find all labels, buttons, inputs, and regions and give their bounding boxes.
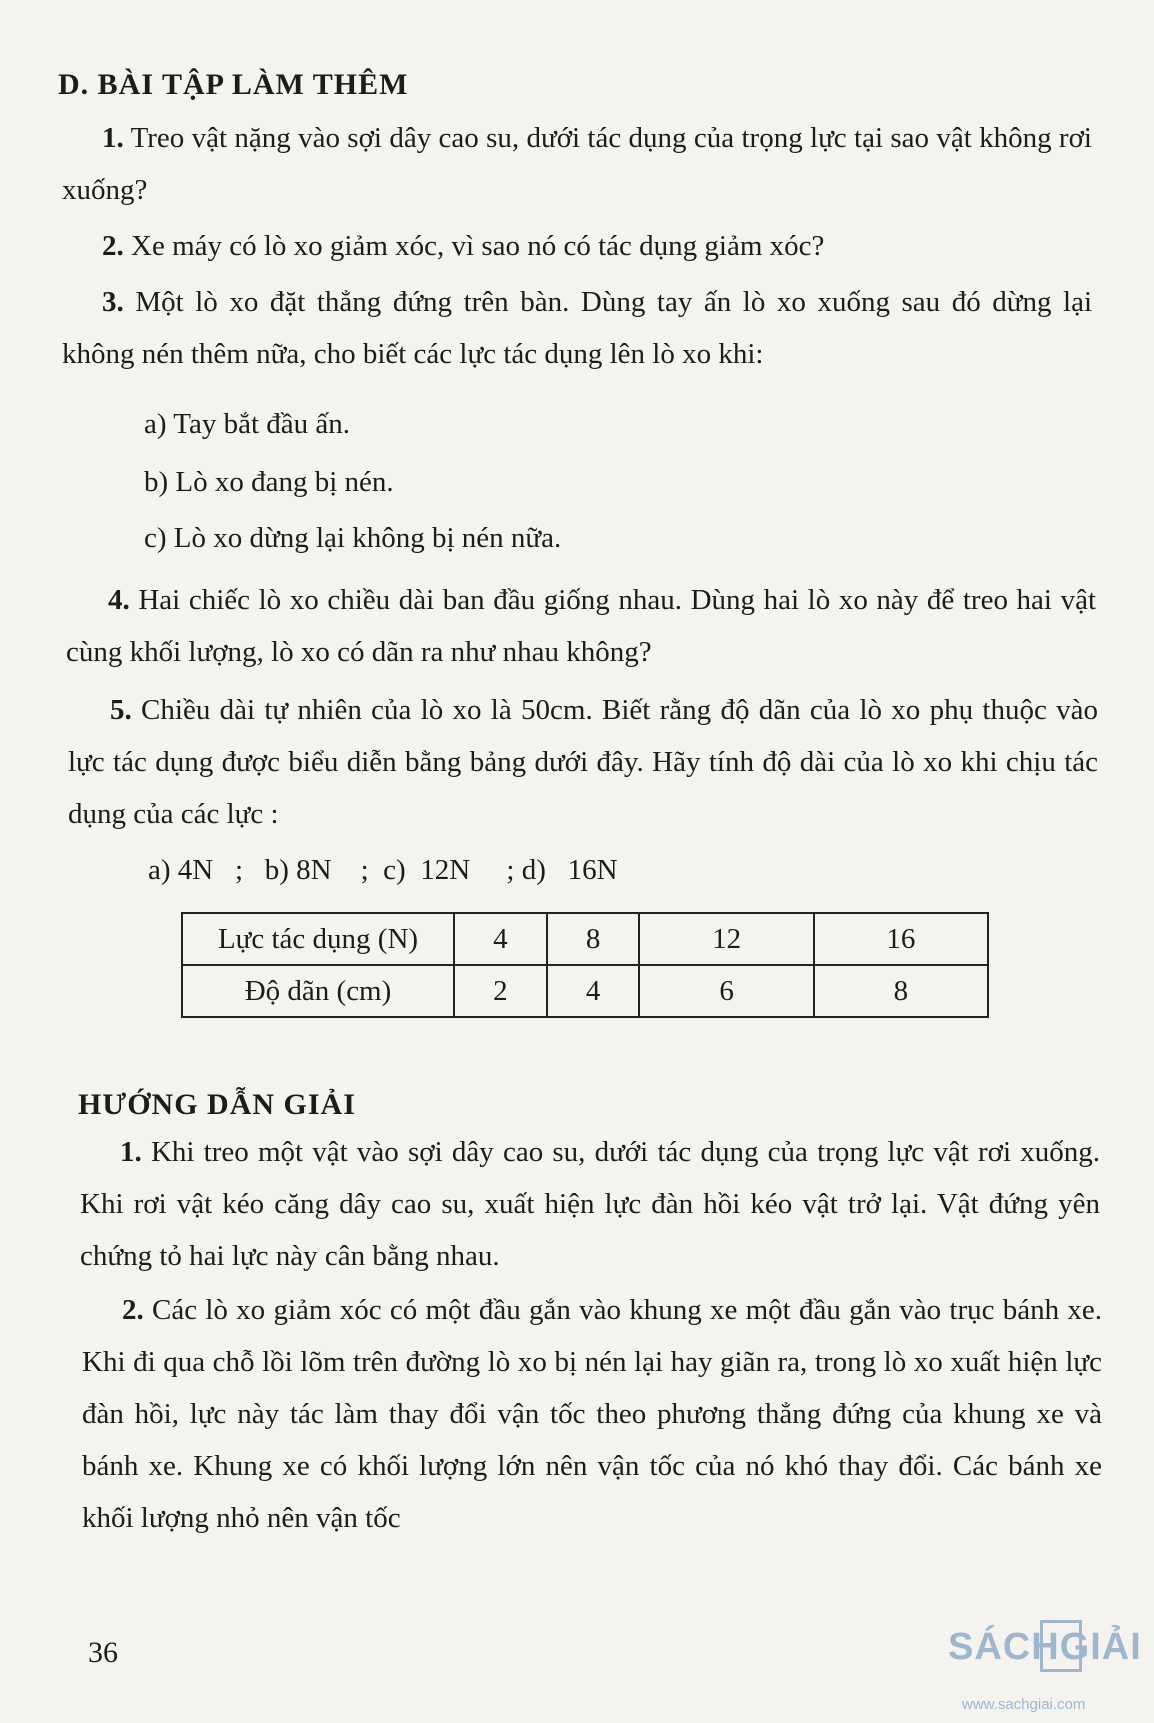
table-row-force	[182, 913, 988, 965]
table-cell: 8	[814, 965, 988, 1017]
table-cell: 16	[814, 913, 988, 965]
question-4-number: 4.	[108, 584, 130, 616]
watermark-url: www.sachgiai.com	[962, 1696, 1086, 1713]
table-row-label: Độ dãn (cm)	[182, 965, 454, 1017]
sachgiai-watermark	[948, 1618, 1148, 1718]
question-4	[66, 574, 1096, 678]
guide-title: HƯỚNG DẪN GIẢI	[78, 1088, 356, 1121]
question-5-number: 5.	[110, 694, 132, 726]
table-cell: 4	[547, 965, 640, 1017]
answer-1	[80, 1126, 1100, 1282]
question-1-text: Treo vật nặng vào sợi dây cao su, dưới tác dụng của trọng lực tại sao vật không rơi xuống?	[62, 122, 1092, 206]
answer-1-text: Khi treo một vật vào sợi dây cao su, dưới tác dụng của trọng lực vật rơi xuống. Khi rơi vật kéo căng dây cao su, xuất hiện lực đàn hồi kéo vật trở lại. Vật đứng yên chứng tỏ hai lực này cân bằng nhau.	[80, 1136, 1101, 1272]
watermark-brand: SÁCHGIẢI	[948, 1626, 1142, 1668]
table-row-extension	[182, 965, 988, 1017]
answer-2-number: 2.	[122, 1294, 144, 1326]
section-title: D. BÀI TẬP LÀM THÊM	[58, 68, 409, 101]
table-row-label: Lực tác dụng (N)	[182, 913, 454, 965]
question-2-text: Xe máy có lò xo giảm xóc, vì sao nó có tác dụng giảm xóc?	[131, 230, 825, 262]
question-3-item-a: a) Tay bắt đầu ấn.	[144, 408, 350, 440]
question-1	[62, 112, 1092, 216]
table-cell: 6	[639, 965, 813, 1017]
answer-1-number: 1.	[120, 1136, 142, 1168]
question-4-text: Hai chiếc lò xo chiều dài ban đầu giống nhau. Dùng hai lò xo này để treo hai vật cùng khối lượng, lò xo có dãn ra như nhau không?	[66, 584, 1097, 668]
question-2-number: 2.	[102, 230, 124, 262]
question-3-number: 3.	[102, 286, 124, 318]
question-5-forces: a) 4N ; b) 8N ; c) 12N ; d) 16N	[148, 854, 618, 886]
table-cell: 8	[547, 913, 640, 965]
answer-2	[82, 1284, 1102, 1544]
question-5	[68, 684, 1098, 840]
table-cell: 2	[454, 965, 547, 1017]
question-3-item-c: c) Lò xo dừng lại không bị nén nữa.	[144, 522, 562, 554]
question-3	[62, 276, 1092, 380]
question-5-text: Chiều dài tự nhiên của lò xo là 50cm. Biết rằng độ dãn của lò xo phụ thuộc vào lực tác dụng được biểu diễn bằng bảng dưới đây. Hãy tính độ dài của lò xo khi chịu tác dụng của các lực :	[68, 694, 1098, 830]
table-cell: 12	[639, 913, 813, 965]
question-2	[62, 220, 1092, 272]
table-cell: 4	[454, 913, 547, 965]
page-number: 36	[88, 1636, 118, 1669]
question-1-number: 1.	[102, 122, 124, 154]
question-3-item-b: b) Lò xo đang bị nén.	[144, 466, 394, 498]
answer-2-text: Các lò xo giảm xóc có một đầu gắn vào khung xe một đầu gắn vào trục bánh xe. Khi đi qua chỗ lồi lõm trên đường lò xo bị nén lại hay giãn ra, trong lò xo xuất hiện lực đàn hồi, lực này tác làm thay đổi vận tốc theo phương thẳng đứng của khung xe và bánh xe. Khung xe có khối lượng lớn nên vận tốc của nó khó thay đổi. Các bánh xe khối lượng nhỏ nên vận tốc	[82, 1294, 1103, 1534]
question-3-text: Một lò xo đặt thẳng đứng trên bàn. Dùng tay ấn lò xo xuống sau đó dừng lại không nén thêm nữa, cho biết các lực tác dụng lên lò xo khi:	[62, 286, 1093, 370]
force-extension-table	[181, 912, 989, 1018]
